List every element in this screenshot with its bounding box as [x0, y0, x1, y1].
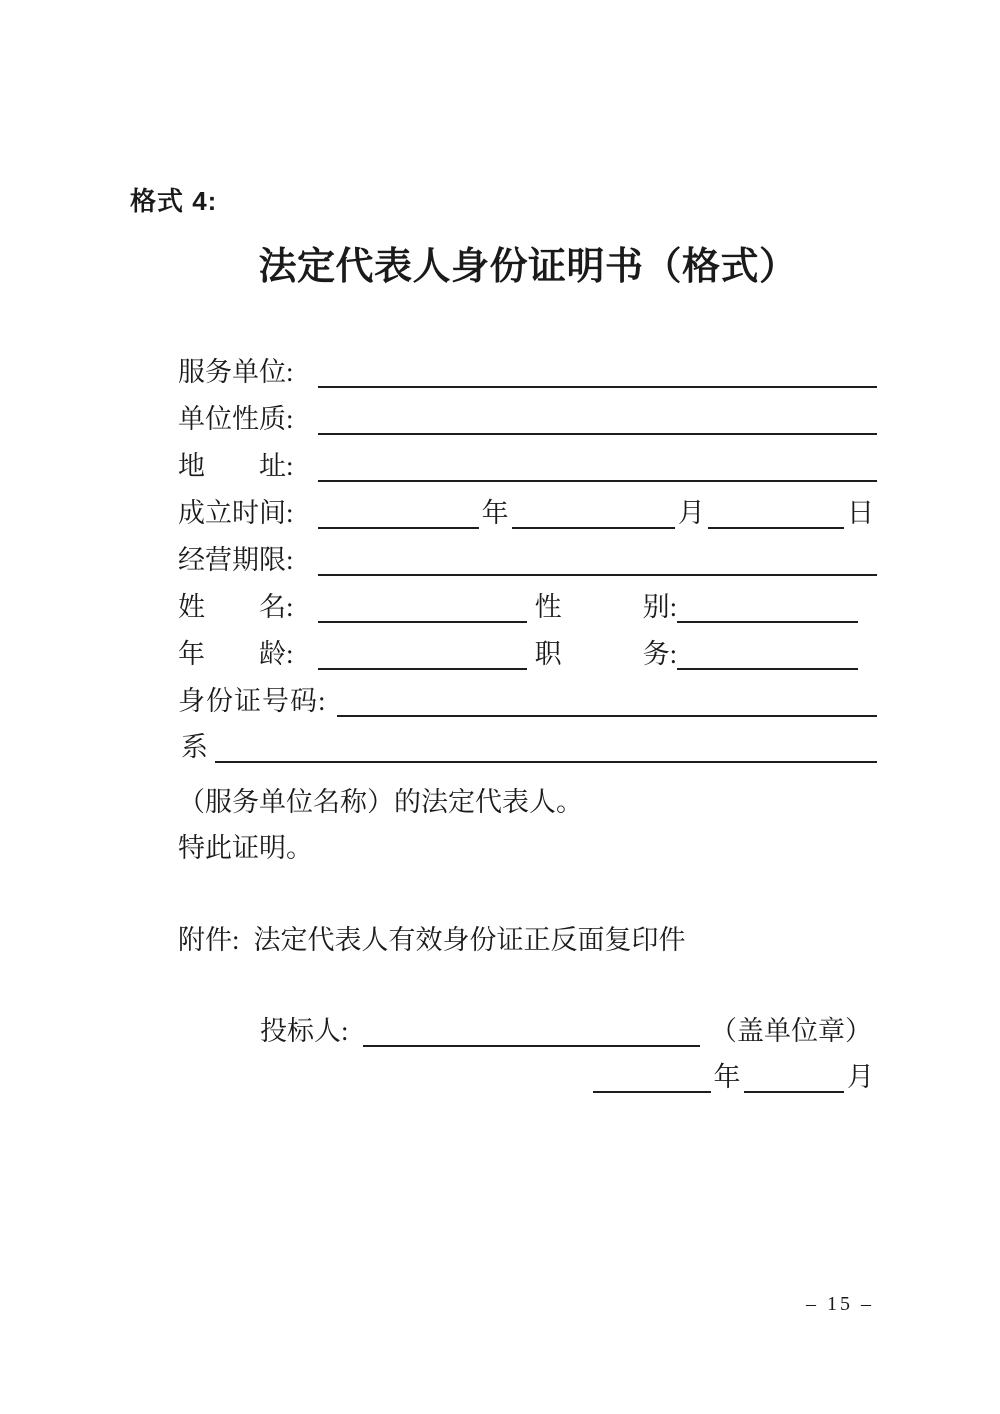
business-term-blank — [318, 542, 877, 576]
name-blank — [318, 589, 527, 623]
service-unit-blank — [318, 354, 877, 388]
row-address — [178, 448, 877, 482]
company-name-blank — [215, 729, 877, 763]
unit-nature-blank — [318, 401, 877, 435]
id-number-blank — [337, 683, 877, 717]
row-age-position — [178, 636, 858, 670]
is-prefix-char: 系 — [181, 732, 208, 762]
row-id-number — [178, 683, 877, 717]
establish-year-blank — [318, 495, 479, 529]
sign-year-blank — [593, 1059, 711, 1093]
row-establish-date — [178, 495, 877, 529]
establish-month-blank — [512, 495, 675, 529]
row-name-gender — [178, 589, 858, 623]
name-label: 姓 名: — [178, 592, 294, 622]
id-number-label: 身份证号码: — [178, 686, 327, 716]
service-unit-label: 服务单位: — [178, 357, 294, 387]
sign-month-char: 月 — [847, 1062, 874, 1092]
seal-note: （盖单位章） — [710, 1016, 872, 1046]
format-label: 格式 4: — [130, 186, 218, 216]
page-title: 法定代表人身份证明书（格式） — [258, 246, 798, 288]
establish-year-char: 年 — [481, 498, 509, 528]
row-sign-date — [593, 1059, 877, 1093]
representative-note: （服务单位名称）的法定代表人。 — [178, 787, 583, 817]
address-label: 地 址: — [178, 451, 294, 481]
establish-date-label: 成立时间: — [178, 498, 294, 528]
certify-statement: 特此证明。 — [178, 833, 313, 863]
page-number: – 15 – — [806, 1293, 874, 1315]
sign-year-char: 年 — [713, 1062, 741, 1092]
row-unit-nature — [178, 401, 877, 435]
establish-day-char: 日 — [847, 498, 874, 528]
address-blank — [318, 448, 877, 482]
attachment-label: 附件: — [178, 925, 240, 955]
gender-blank — [677, 589, 858, 623]
row-business-term — [178, 542, 877, 576]
row-service-unit — [178, 354, 877, 388]
position-blank — [677, 636, 858, 670]
attachment-line — [178, 924, 686, 956]
business-term-label: 经营期限: — [178, 545, 294, 575]
row-bidder-signature — [260, 1013, 872, 1047]
sign-month-blank — [744, 1059, 844, 1093]
age-label: 年 龄: — [178, 639, 294, 669]
bidder-blank — [363, 1013, 700, 1047]
bidder-label: 投标人: — [260, 1016, 349, 1046]
position-label: 职 务: — [534, 639, 678, 669]
row-is-statement — [178, 729, 877, 763]
age-blank — [318, 636, 527, 670]
unit-nature-label: 单位性质: — [178, 404, 294, 434]
gender-label: 性 别: — [534, 592, 678, 622]
establish-day-blank — [708, 495, 844, 529]
establish-month-char: 月 — [677, 498, 705, 528]
attachment-text: 法定代表人有效身份证正反面复印件 — [253, 925, 686, 955]
